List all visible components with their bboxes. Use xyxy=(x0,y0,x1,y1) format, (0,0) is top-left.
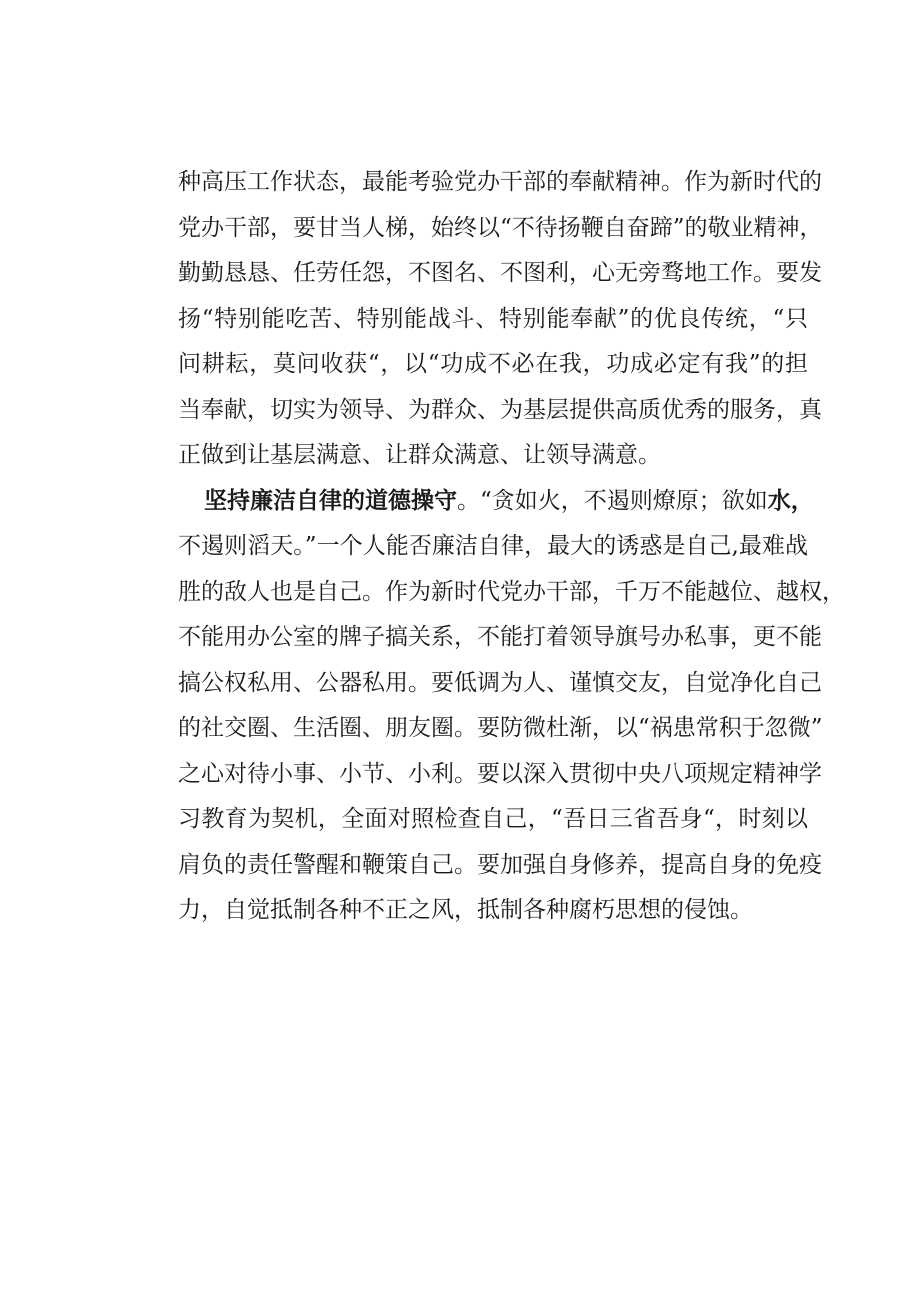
text-line: 之心对待小事、小节、小利。要以深入贯彻中央八项规定精神学 xyxy=(178,760,822,787)
text-line: 扬“特别能吃苦、特别能战斗、特别能奉献”的优良传统，“只 xyxy=(178,305,808,332)
text-line: 力，自觉抵制各种不正之风，抵制各种腐朽思想的侵蚀。 xyxy=(178,897,753,923)
text-line: 不能用办公室的牌子搞关系，不能打着领导旗号办私事，更不能 xyxy=(178,624,822,650)
text-line: 问耕耘，莫问收获“，以“功成不必在我，功成必定有我”的担 xyxy=(178,351,808,377)
text-line: 正做到让基层满意、让群众满意、让领导满意。 xyxy=(178,442,661,468)
text-segment: ；欲如 xyxy=(698,487,768,514)
text-line: 勤勤恳恳、任劳任怨，不图名、不图利，心无旁骛地工作。要发 xyxy=(178,260,822,286)
text-line: 党办干部，要甘当人梯，始终以“不待扬鞭自奋蹄”的敬业精神， xyxy=(178,214,823,241)
text-line: 种高压工作状态，最能考验党办干部的奉献精神。作为新时代的 xyxy=(178,169,822,195)
text-line: 胜的敌人也是自己。作为新时代党办干部，千万不能越位、越权， xyxy=(178,578,845,605)
bold-character: 水， xyxy=(767,487,814,514)
text-line: 不遏则滔天。”一个人能否廉洁自律，最大的诱惑是自己,最难战 xyxy=(178,533,808,559)
paragraph-heading: 坚持廉洁自律的道德操守 xyxy=(204,487,457,514)
text-line: 的社交圈、生活圈、朋友圈。要防微杜渐，以“祸患常积于忽微” xyxy=(178,715,823,741)
text-line: 习教育为契机，全面对照检查自己，“吾日三省吾身“，时刻以 xyxy=(178,806,808,832)
text-line: 搞公权私用、公器私用。要低调为人、谨慎交友，自觉净化自己 xyxy=(178,669,822,696)
paragraph-first-line xyxy=(178,479,814,525)
document-body xyxy=(178,160,845,934)
text-line: 肩负的责任警醒和鞭策自己。要加强自身修养，提高自身的免疫 xyxy=(178,851,822,878)
paragraph-service-spirit xyxy=(178,160,823,479)
text-line: 当奉献，切实为领导、为群众、为基层提供高质优秀的服务，真 xyxy=(178,396,822,423)
paragraph-integrity xyxy=(178,479,845,934)
text-segment: 。“贪如火，不遏则燎原 xyxy=(457,487,699,514)
